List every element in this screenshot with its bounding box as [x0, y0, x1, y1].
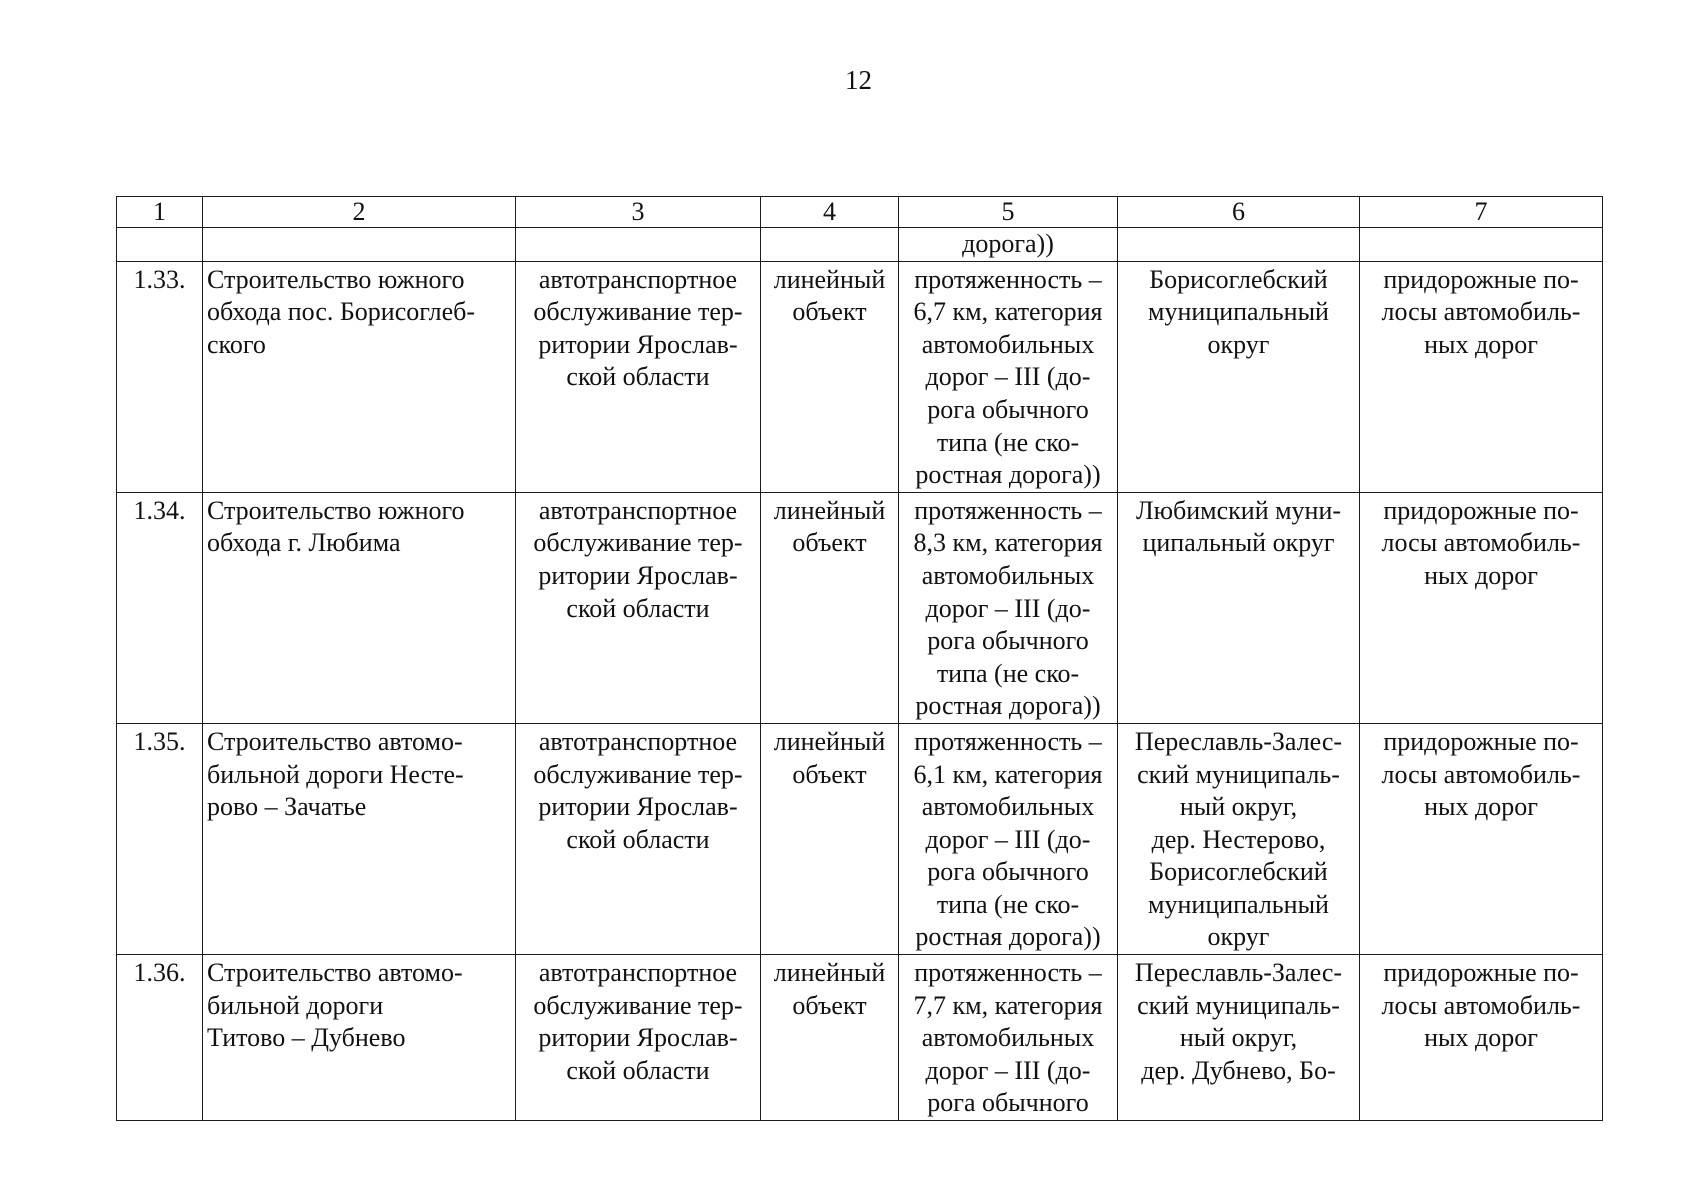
object-name: Строительство автомо- бильной дороги Титово – Дубнево — [203, 955, 516, 1121]
table-row — [117, 723, 1603, 954]
column-number: 1 — [117, 197, 203, 228]
continuation-row — [117, 228, 1603, 262]
object-characteristics: протяженность – 6,7 км, категория автомобильных дорог – III (до- рога обычного типа (не ско- ростная дорога)) — [899, 261, 1118, 492]
object-characteristics: протяженность – 6,1 км, категория автомобильных дорог – III (до- рога обычного типа (не ско- ростная дорога)) — [899, 723, 1118, 954]
table-cell — [761, 228, 899, 262]
row-number: 1.33. — [117, 261, 203, 492]
object-characteristics: протяженность – 7,7 км, категория автомобильных дорог – III (до- рога обычного — [899, 955, 1118, 1121]
object-purpose: автотранспортное обслуживание тер- ритории Ярослав- ской области — [516, 492, 761, 723]
object-name: Строительство южного обхода г. Любима — [203, 492, 516, 723]
object-type: линейный объект — [761, 261, 899, 492]
column-number: 2 — [203, 197, 516, 228]
object-zones: придорожные по- лосы автомобиль- ных дорог — [1360, 492, 1603, 723]
page-number: 12 — [845, 65, 872, 95]
object-type: линейный объект — [761, 492, 899, 723]
table-row — [117, 261, 1603, 492]
object-purpose: автотранспортное обслуживание тер- ритории Ярослав- ской области — [516, 261, 761, 492]
table-row — [117, 492, 1603, 723]
object-type: линейный объект — [761, 723, 899, 954]
object-location: Переславль-Залес- ский муниципаль- ный округ, дер. Нестерово, Борисоглебский муниципальный округ — [1118, 723, 1360, 954]
column-number: 7 — [1360, 197, 1603, 228]
object-characteristics: протяженность – 8,3 км, категория автомобильных дорог – III (до- рога обычного типа (не ско- ростная дорога)) — [899, 492, 1118, 723]
object-purpose: автотранспортное обслуживание тер- ритории Ярослав- ской области — [516, 723, 761, 954]
object-location: Переславль-Залес- ский муниципаль- ный округ, дер. Дубнево, Бо- — [1118, 955, 1360, 1121]
object-type: линейный объект — [761, 955, 899, 1121]
table-cell — [1118, 228, 1360, 262]
column-number: 3 — [516, 197, 761, 228]
table-row — [117, 955, 1603, 1121]
object-zones: придорожные по- лосы автомобиль- ных дорог — [1360, 261, 1603, 492]
table-cell — [516, 228, 761, 262]
table-cell — [117, 228, 203, 262]
object-location: Борисоглебский муниципальный округ — [1118, 261, 1360, 492]
table-cell — [203, 228, 516, 262]
table-cell — [1360, 228, 1603, 262]
object-purpose: автотранспортное обслуживание тер- ритории Ярослав- ской области — [516, 955, 761, 1121]
column-number: 5 — [899, 197, 1118, 228]
object-name: Строительство автомо- бильной дороги Несте- рово – Зачатье — [203, 723, 516, 954]
object-name: Строительство южного обхода пос. Борисоглеб- ского — [203, 261, 516, 492]
row-number: 1.34. — [117, 492, 203, 723]
row-number: 1.35. — [117, 723, 203, 954]
row-number: 1.36. — [117, 955, 203, 1121]
continuation-text: дорога)) — [899, 228, 1118, 262]
objects-table — [116, 196, 1603, 1121]
column-number: 6 — [1118, 197, 1360, 228]
object-location: Любимский муни- ципальный округ — [1118, 492, 1360, 723]
object-zones: придорожные по- лосы автомобиль- ных дорог — [1360, 723, 1603, 954]
column-number-row — [117, 197, 1603, 228]
object-zones: придорожные по- лосы автомобиль- ных дорог — [1360, 955, 1603, 1121]
column-number: 4 — [761, 197, 899, 228]
